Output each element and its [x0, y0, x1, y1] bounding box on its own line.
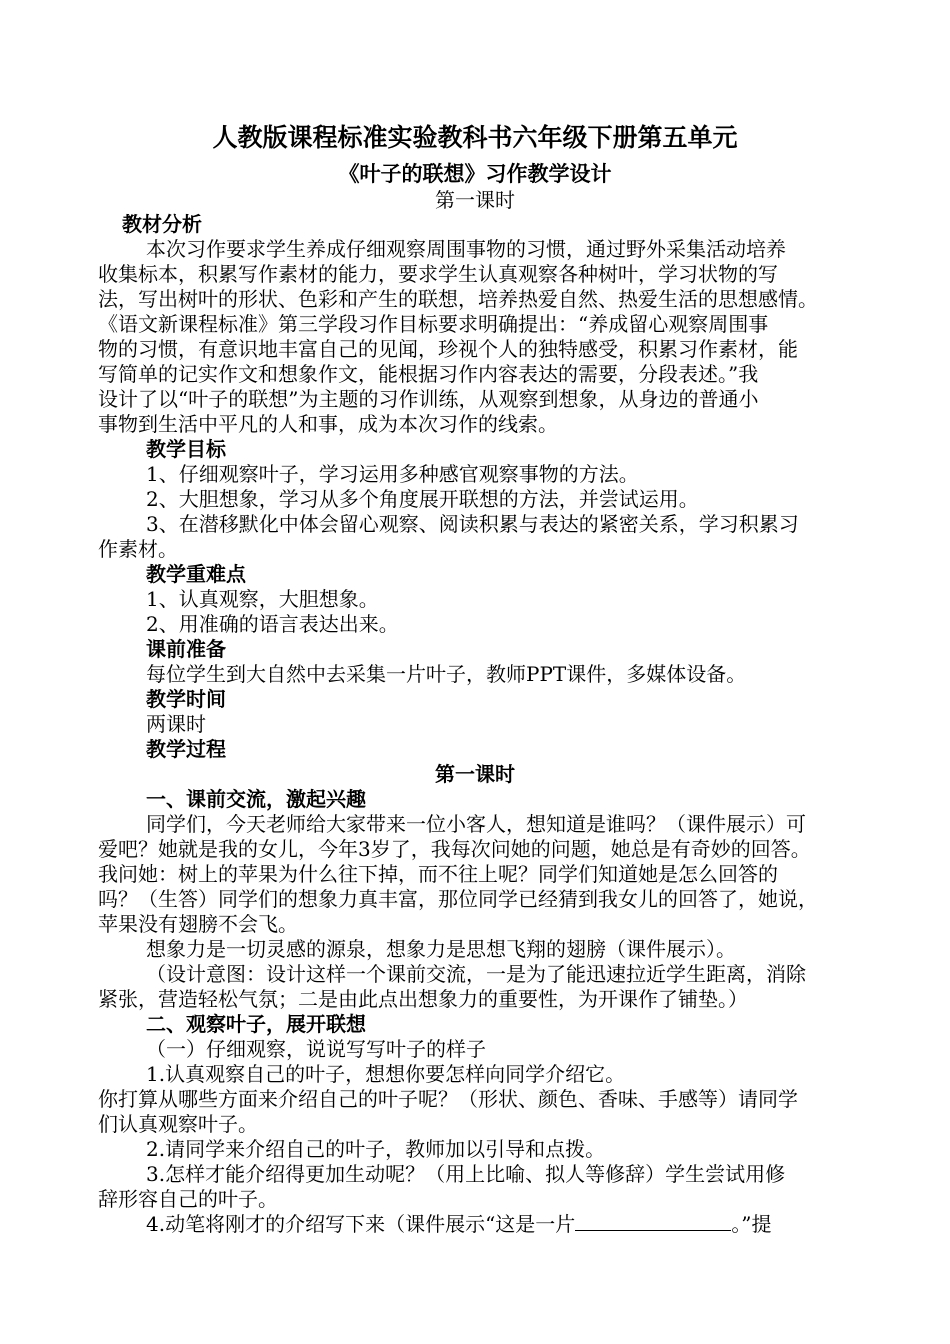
part-one-line: 我问她：树上的苹果为什么往下掉，而不往上呢？同学们知道她是怎么回答的 — [98, 862, 778, 886]
step-three-line: 辞形容自己的叶子。 — [98, 1187, 278, 1211]
section-heading-analysis: 教材分析 — [122, 212, 202, 236]
lesson-one-heading: 第一课时 — [435, 762, 515, 786]
analysis-line: 物的习惯，有意识地丰富自己的见闻，珍视个人的独特感受，积累习作素材，能 — [98, 337, 798, 361]
lesson-label: 第一课时 — [435, 188, 515, 212]
step-four-text: 4.动笔将刚才的介绍写下来（课件展示“这是一片 — [146, 1212, 576, 1236]
step-four — [146, 1212, 858, 1237]
part-one-quote: 想象力是一切灵感的源泉，想象力是思想飞翔的翅膀（课件展示）。 — [146, 937, 736, 961]
fill-in-blank — [575, 1212, 731, 1231]
time-text: 两课时 — [146, 712, 206, 736]
part-two-heading: 二、观察叶子，展开联想 — [146, 1012, 366, 1036]
document-subtitle: 《叶子的联想》习作教学设计 — [338, 162, 612, 186]
goal-item: 2、大胆想象，学习从多个角度展开联想的方法，并尝试运用。 — [146, 487, 699, 511]
part-one-line: 同学们，今天老师给大家带来一位小客人，想知道是谁吗？（课件展示）可 — [146, 812, 806, 836]
part-one-heading: 一、课前交流，激起兴趣 — [146, 787, 366, 811]
goal-item: 3、在潜移默化中体会留心观察、阅读积累与表达的紧密关系，学习积累习 — [146, 512, 799, 536]
step-one-line: 你打算从哪些方面来介绍自己的叶子呢？（形状、颜色、香味、手感等）请同学 — [98, 1087, 798, 1111]
step-three-line: 3.怎样才能介绍得更加生动呢？（用上比喻、拟人等修辞）学生尝试用修 — [146, 1162, 786, 1186]
step-one: 1.认真观察自己的叶子，想想你要怎样向同学介绍它。 — [146, 1062, 626, 1086]
document-title: 人教版课程标准实验教科书六年级下册第五单元 — [212, 123, 738, 152]
part-two-subheading: （一）仔细观察，说说写写叶子的样子 — [146, 1037, 486, 1061]
section-heading-goals: 教学目标 — [146, 437, 226, 461]
goal-item-continued: 作素材。 — [98, 537, 178, 561]
analysis-line: 法，写出树叶的形状、色彩和产生的联想，培养热爱自然、热爱生活的思想感情。 — [98, 287, 818, 311]
section-heading-time: 教学时间 — [146, 687, 226, 711]
step-four-text-end: 。”提 — [731, 1212, 772, 1236]
part-one-line: 吗？（生答）同学们的想象力真丰富，那位同学已经猜到我女儿的回答了，她说， — [98, 887, 818, 911]
prep-text: 每位学生到大自然中去采集一片叶子，教师PPT课件，多媒体设备。 — [146, 662, 747, 686]
analysis-line: 本次习作要求学生养成仔细观察周围事物的习惯，通过野外采集活动培养 — [146, 237, 786, 261]
keypoint-item: 1、认真观察，大胆想象。 — [146, 587, 379, 611]
part-one-line: 爱吧？她就是我的女儿，今年3岁了，我每次问她的问题，她总是有奇妙的回答。 — [98, 837, 811, 861]
section-heading-process: 教学过程 — [146, 737, 226, 761]
step-one-line: 们认真观察叶子。 — [98, 1112, 258, 1136]
part-one-line: 苹果没有翅膀不会飞。 — [98, 912, 298, 936]
design-intent-line: （设计意图：设计这样一个课前交流，一是为了能迅速拉近学生距离，消除 — [146, 962, 806, 986]
step-two: 2.请同学来介绍自己的叶子，教师加以引导和点拨。 — [146, 1137, 606, 1161]
section-heading-prep: 课前准备 — [146, 637, 226, 661]
keypoint-item: 2、用准确的语言表达出来。 — [146, 612, 399, 636]
section-heading-keypoints: 教学重难点 — [146, 562, 246, 586]
analysis-line: 《语文新课程标准》第三学段习作目标要求明确提出：“养成留心观察周围事 — [98, 312, 769, 336]
analysis-line: 收集标本，积累写作素材的能力，要求学生认真观察各种树叶，学习状物的写 — [98, 262, 778, 286]
analysis-line: 设计了以“叶子的联想”为主题的习作训练，从观察到想象，从身边的普通小 — [98, 387, 759, 411]
analysis-line: 事物到生活中平凡的人和事，成为本次习作的线索。 — [98, 412, 558, 436]
goal-item: 1、仔细观察叶子，学习运用多种感官观察事物的方法。 — [146, 462, 639, 486]
analysis-line: 写简单的记实作文和想象作文，能根据习作内容表达的需要，分段表述。”我 — [98, 362, 759, 386]
design-intent-line: 紧张，营造轻松气氛；二是由此点出想象力的重要性，为开课作了铺垫。） — [98, 987, 748, 1011]
